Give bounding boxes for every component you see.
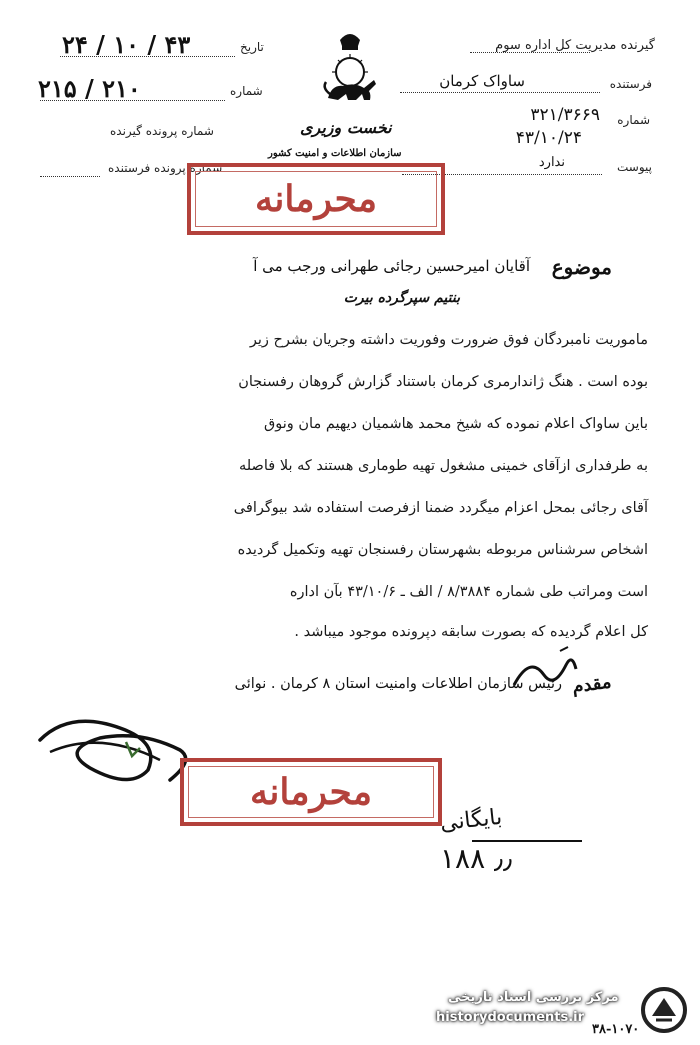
sender-file-label: شماره پرونده فرستنده	[108, 161, 223, 175]
date-label: تاریخ	[240, 40, 264, 54]
archive-website: historydocuments.ir	[436, 1010, 585, 1025]
left-number-value: ۲۱۵ / ۲۱۰	[38, 74, 141, 103]
margin-note: مقدم	[570, 671, 613, 698]
sender-label: فرستنده	[609, 77, 652, 91]
recipient-label: گیرنده مدیریت کل اداره سوم	[495, 38, 655, 53]
confidential-stamp-top-text: محرمانه	[255, 178, 377, 220]
date-underline	[60, 56, 235, 57]
body-line-6: اشخاص سرشناس مربوطه بشهرستان رفسنجان تهیه وتکمیل گردیده	[237, 542, 648, 558]
bottom-handwriting-line2: ۱۸۸ ٫٫	[440, 842, 513, 875]
sender-underline	[400, 92, 600, 93]
attachments-label: پیوست	[617, 160, 652, 174]
subject-handwritten-note: بنتیم سپرگرده بیرت	[343, 290, 460, 306]
confidential-stamp-bottom	[180, 758, 442, 826]
body-line-2: بوده است . هنگ ژاندارمری کرمان باستناد گزارش گروهان رفسنجان	[238, 374, 648, 390]
subject-label: موضوع	[551, 255, 612, 279]
confidential-stamp-top	[187, 163, 445, 235]
bottom-underline-stroke	[472, 840, 582, 842]
handwritten-signature	[30, 690, 200, 800]
confidential-stamp-bottom-text: محرمانه	[250, 771, 372, 813]
body-line-3: باین ساواک اعلام نموده که شیخ محمد هاشمیان دیهیم مان ونوق	[263, 416, 648, 432]
sender-file-underline	[40, 176, 100, 177]
body-line-1: ماموریت نامبردگان فوق ضرورت وفوریت داشته وجریان بشرح زیر	[249, 332, 648, 348]
subject-value: آقایان امیرحسین رجائی طهرانی ورجب می آ	[253, 257, 530, 275]
signature-line: رئیس سازمان اطلاعات وامنیت استان ۸ کرمان . نوائی	[234, 676, 562, 692]
body-line-8: کل اعلام گردیده که بصورت سابقه دپرونده موجود میباشد .	[294, 624, 648, 640]
left-number-underline	[40, 100, 225, 101]
bottom-handwriting-line1: بایگانی	[438, 804, 504, 837]
initials-scribble	[510, 645, 580, 695]
lion-and-sun-emblem	[318, 28, 382, 112]
archive-org-name: مرکز بررسی اسناد تاریخی	[448, 990, 619, 1005]
recipient-underline	[470, 52, 590, 53]
body-line-7: است ومراتب طی شماره ۸/۳۸۸۴ / الف ـ ۴۳/۱۰/۶ بآن اداره	[289, 584, 648, 600]
attachments-value: ندارد	[538, 155, 565, 170]
date-value: ۲۴ / ۱۰ / ۴۳	[62, 30, 191, 59]
archive-logo	[640, 986, 688, 1034]
number-value-date: ۴۳/۱۰/۲۴	[515, 128, 582, 148]
body-line-5: آقای رجائی بمحل اعزام میگردد ضمنا ازفرصت استفاده شد بیوگرافی	[233, 500, 648, 516]
number-label: شماره	[617, 113, 650, 127]
emblem-caption-pm: نخست وزیری	[300, 118, 392, 137]
emblem-caption-savak: سازمان اطلاعات و امنیت کشور	[268, 148, 402, 159]
left-number-label: شماره	[230, 84, 263, 98]
body-line-4: به طرفداری ازآقای خمینی مشغول تهیه طوماری هستند که بلا فاصله	[238, 458, 648, 474]
recipient-file-label: شماره پرونده گیرنده	[110, 124, 214, 138]
document-code: ۳۸-۱۰۷۰	[592, 1022, 640, 1037]
sender-value: ساواک کرمان	[439, 72, 525, 90]
number-value: ۳۲۱/۳۶۶۹	[530, 105, 600, 125]
